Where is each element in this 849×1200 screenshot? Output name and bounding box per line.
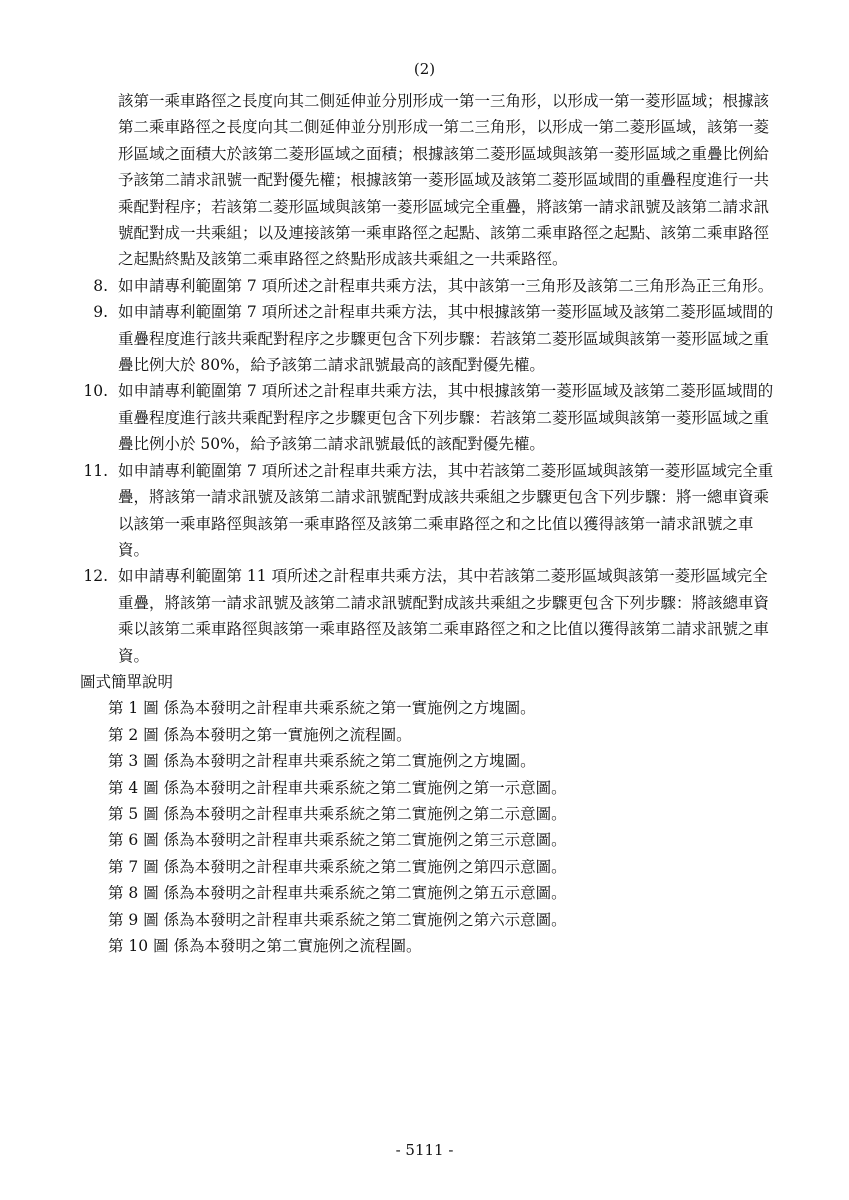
figure-description: 第 4 圖 係為本發明之計程車共乘系統之第二實施例之第一示意圖。 bbox=[108, 778, 567, 797]
figure-description: 第 8 圖 係為本發明之計程車共乘系統之第二實施例之第五示意圖。 bbox=[108, 884, 567, 903]
figure-description: 第 10 圖 係為本發明之第二實施例之流程圖。 bbox=[108, 937, 422, 955]
page-number: - 5111 - bbox=[395, 1141, 454, 1159]
claim-number: 10. bbox=[83, 382, 108, 401]
figure-description: 第 6 圖 係為本發明之計程車共乘系統之第二實施例之第三示意圖。 bbox=[108, 831, 567, 850]
claim-item bbox=[80, 458, 775, 564]
figure-description: 第 7 圖 係為本發明之計程車共乘系統之第二實施例之第四示意圖。 bbox=[108, 857, 567, 876]
document-body bbox=[80, 88, 775, 959]
figure-description: 第 1 圖 係為本發明之計程車共乘系統之第一實施例之方塊圖。 bbox=[108, 699, 536, 718]
claim-number: 11. bbox=[83, 461, 108, 480]
claim-text: 如申請專利範圍第 7 項所述之計程車共乘方法，其中根據該第一菱形區域及該第二菱形區域間的重疊程度進行該共乘配對程序之步驟更包含下列步驟：若該第二菱形區域與該第一菱形區域之重疊比例小於 50%，給予該第二請求訊號最低的該配對優先權。 bbox=[118, 382, 774, 454]
figures-list bbox=[80, 695, 775, 959]
claims-list bbox=[80, 273, 775, 669]
figure-description: 第 9 圖 係為本發明之計程車共乘系統之第二實施例之第六示意圖。 bbox=[108, 910, 567, 929]
claim-text: 如申請專利範圍第 7 項所述之計程車共乘方法，其中根據該第一菱形區域及該第二菱形區域間的重疊程度進行該共乘配對程序之步驟更包含下列步驟：若該第二菱形區域與該第一菱形區域之重疊比例大於 80%，給予該第二請求訊號最高的該配對優先權。 bbox=[118, 303, 774, 375]
claim-number: 8. bbox=[93, 276, 108, 295]
claim-text: 如申請專利範圍第 11 項所述之計程車共乘方法，其中若該第二菱形區域與該第一菱形區域完全重疊，將該第一請求訊號及該第二請求訊號配對成該共乘組之步驟更包含下列步驟：將該總車資乘以該第二乘車路徑與該第一乘車路徑及該第二乘車路徑之和之比值以獲得該第二請求訊號之車資。 bbox=[118, 567, 770, 665]
claim-text: 如申請專利範圍第 7 項所述之計程車共乘方法，其中該第一三角形及該第二三角形為正三角形。 bbox=[118, 276, 774, 295]
claim-number: 9. bbox=[93, 303, 108, 322]
figures-section-title: 圖式簡單說明 bbox=[80, 672, 174, 691]
page-label: (2) bbox=[413, 60, 436, 78]
claim-item bbox=[80, 273, 775, 299]
claim-7-continuation: 該第一乘車路徑之長度向其二側延伸並分別形成一第一三角形，以形成一第一菱形區域；根據該第二乘車路徑之長度向其二側延伸並分別形成一第二三角形，以形成一第二菱形區域，該第一菱形區域之面積大於該第二菱形區域之面積；根據該第二菱形區域與該第一菱形區域之重疊比例給予該第二請求訊號一配對優先權；根據該第一菱形區域及該第二菱形區域間的重疊程度進行一共乘配對程序；若該第二菱形區域與該第一菱形區域完全重疊，將該第一請求訊號及該第二請求訊號配對成一共乘組；以及連接該第一乘車路徑之起點、該第二乘車路徑之起點、該第二乘車路徑之起點終點及該第二乘車路徑之終點形成該共乘組之一共乘路徑。 bbox=[118, 92, 770, 269]
figure-description: 第 2 圖 係為本發明之第一實施例之流程圖。 bbox=[108, 725, 412, 744]
claim-item bbox=[80, 563, 775, 669]
figure-description: 第 5 圖 係為本發明之計程車共乘系統之第二實施例之第二示意圖。 bbox=[108, 804, 567, 823]
claim-item bbox=[80, 299, 775, 378]
figure-description: 第 3 圖 係為本發明之計程車共乘系統之第二實施例之方塊圖。 bbox=[108, 752, 536, 771]
claim-item bbox=[80, 378, 775, 457]
claim-text: 如申請專利範圍第 7 項所述之計程車共乘方法，其中若該第二菱形區域與該第一菱形區域完全重疊，將該第一請求訊號及該第二請求訊號配對成該共乘組之步驟更包含下列步驟：將一總車資乘以該第一乘車路徑與該第一乘車路徑及該第二乘車路徑之和之比值以獲得該第一請求訊號之車資。 bbox=[118, 461, 774, 559]
claim-number: 12. bbox=[83, 567, 108, 586]
